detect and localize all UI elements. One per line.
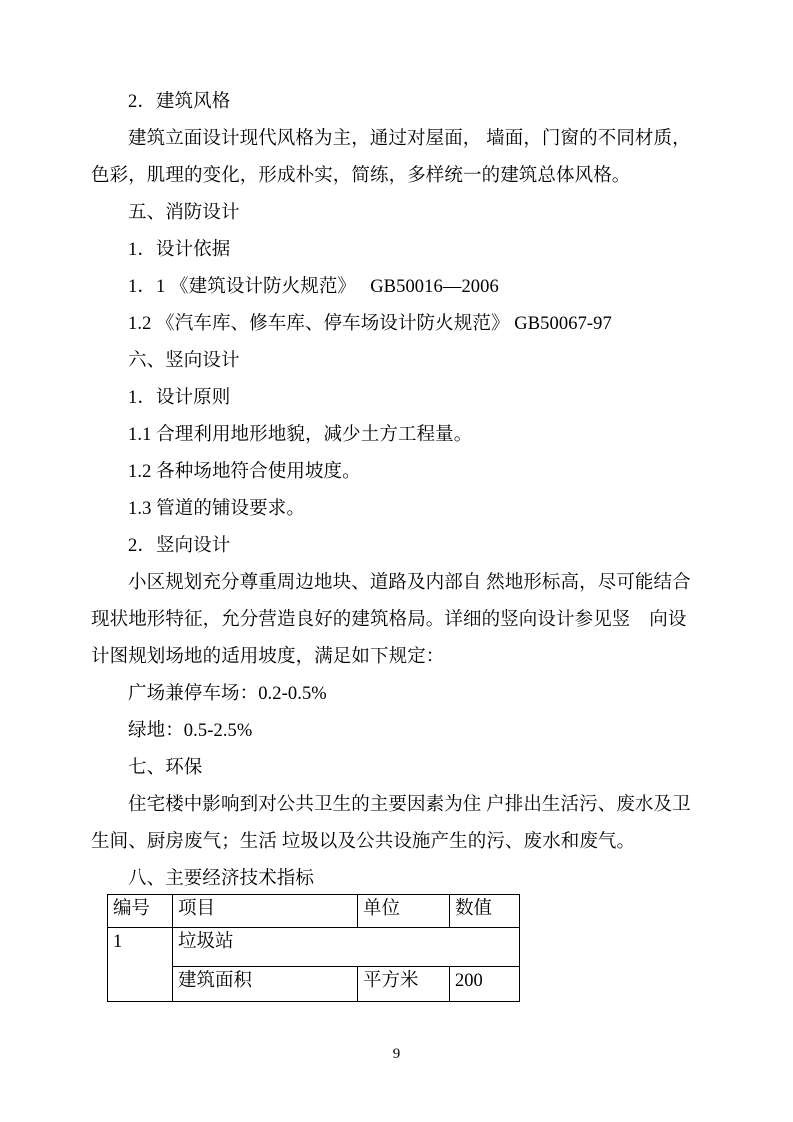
page-number: 9 (392, 1046, 401, 1062)
principle-1-2: 1.2 各种场地符合使用坡度。 (128, 462, 361, 482)
heading-fire-design: 五、消防设计 (128, 203, 240, 223)
table-cell-item-unit: 平方米 (358, 967, 450, 1002)
ref-gb50067: 1.2 《汽车库、修车库、停车场设计防火规范》 GB50067-97 (128, 314, 612, 334)
document-body (91, 84, 705, 1002)
principle-1-3: 1.3 管道的铺设要求。 (128, 499, 305, 519)
ref-gb50016: 1．1 《建筑设计防火规范》 GB50016—2006 (128, 277, 499, 297)
table-cell-item-value: 200 (450, 967, 520, 1002)
table-group-row (108, 928, 520, 967)
heading-vertical-design-2: 2．竖向设计 (128, 536, 231, 556)
table-header-item: 项目 (173, 895, 358, 928)
table-cell-item-name: 建筑面积 (173, 967, 358, 1002)
table-cell-row-number: 1 (108, 928, 173, 1002)
principle-1-1: 1.1 合理利用地形地貌，减少土方工程量。 (128, 425, 473, 445)
heading-economic-indicators: 八、主要经济技术指标 (128, 869, 315, 889)
table-header-unit: 单位 (358, 895, 450, 928)
para-environment-line2: 生间、厨房废气；生活 垃圾以及公共设施产生的污、废水和废气。 (91, 832, 636, 852)
para-architectural-style-line1: 建筑立面设计现代风格为主，通过对屋面， 墙面，门窗的不同材质， (128, 129, 691, 149)
table-header-no: 编号 (108, 895, 173, 928)
heading-vertical-design: 六、竖向设计 (128, 351, 240, 371)
table-header-row (108, 895, 520, 928)
para-vertical-design-line1: 小区规划充分尊重周边地块、道路及内部自 然地形标高，尽可能结合 (128, 573, 691, 593)
table-cell-group-label: 垃圾站 (173, 928, 520, 967)
para-vertical-design-line2: 现状地形特征，允分营造良好的建筑格局。详细的竖向设计参见竖 向设 (91, 610, 687, 630)
table-header-value: 数值 (450, 895, 520, 928)
heading-design-basis: 1．设计依据 (128, 240, 231, 260)
heading-environment: 七、环保 (128, 758, 203, 778)
slope-plaza-parking: 广场兼停车场：0.2-0.5% (128, 684, 327, 704)
economic-indicators-table (107, 894, 520, 1002)
para-environment-line1: 住宅楼中影响到对公共卫生的主要因素为住 户排出生活污、废水及卫 (128, 795, 691, 815)
para-architectural-style-line2: 色彩，肌理的变化，形成朴实，简练，多样统一的建筑总体风格。 (91, 166, 631, 186)
heading-architectural-style: 2．建筑风格 (128, 92, 231, 112)
heading-design-principles: 1．设计原则 (128, 388, 231, 408)
slope-green-space: 绿地：0.5-2.5% (128, 721, 253, 741)
para-vertical-design-line3: 计图规划场地的适用坡度，满足如下规定： (91, 647, 445, 667)
